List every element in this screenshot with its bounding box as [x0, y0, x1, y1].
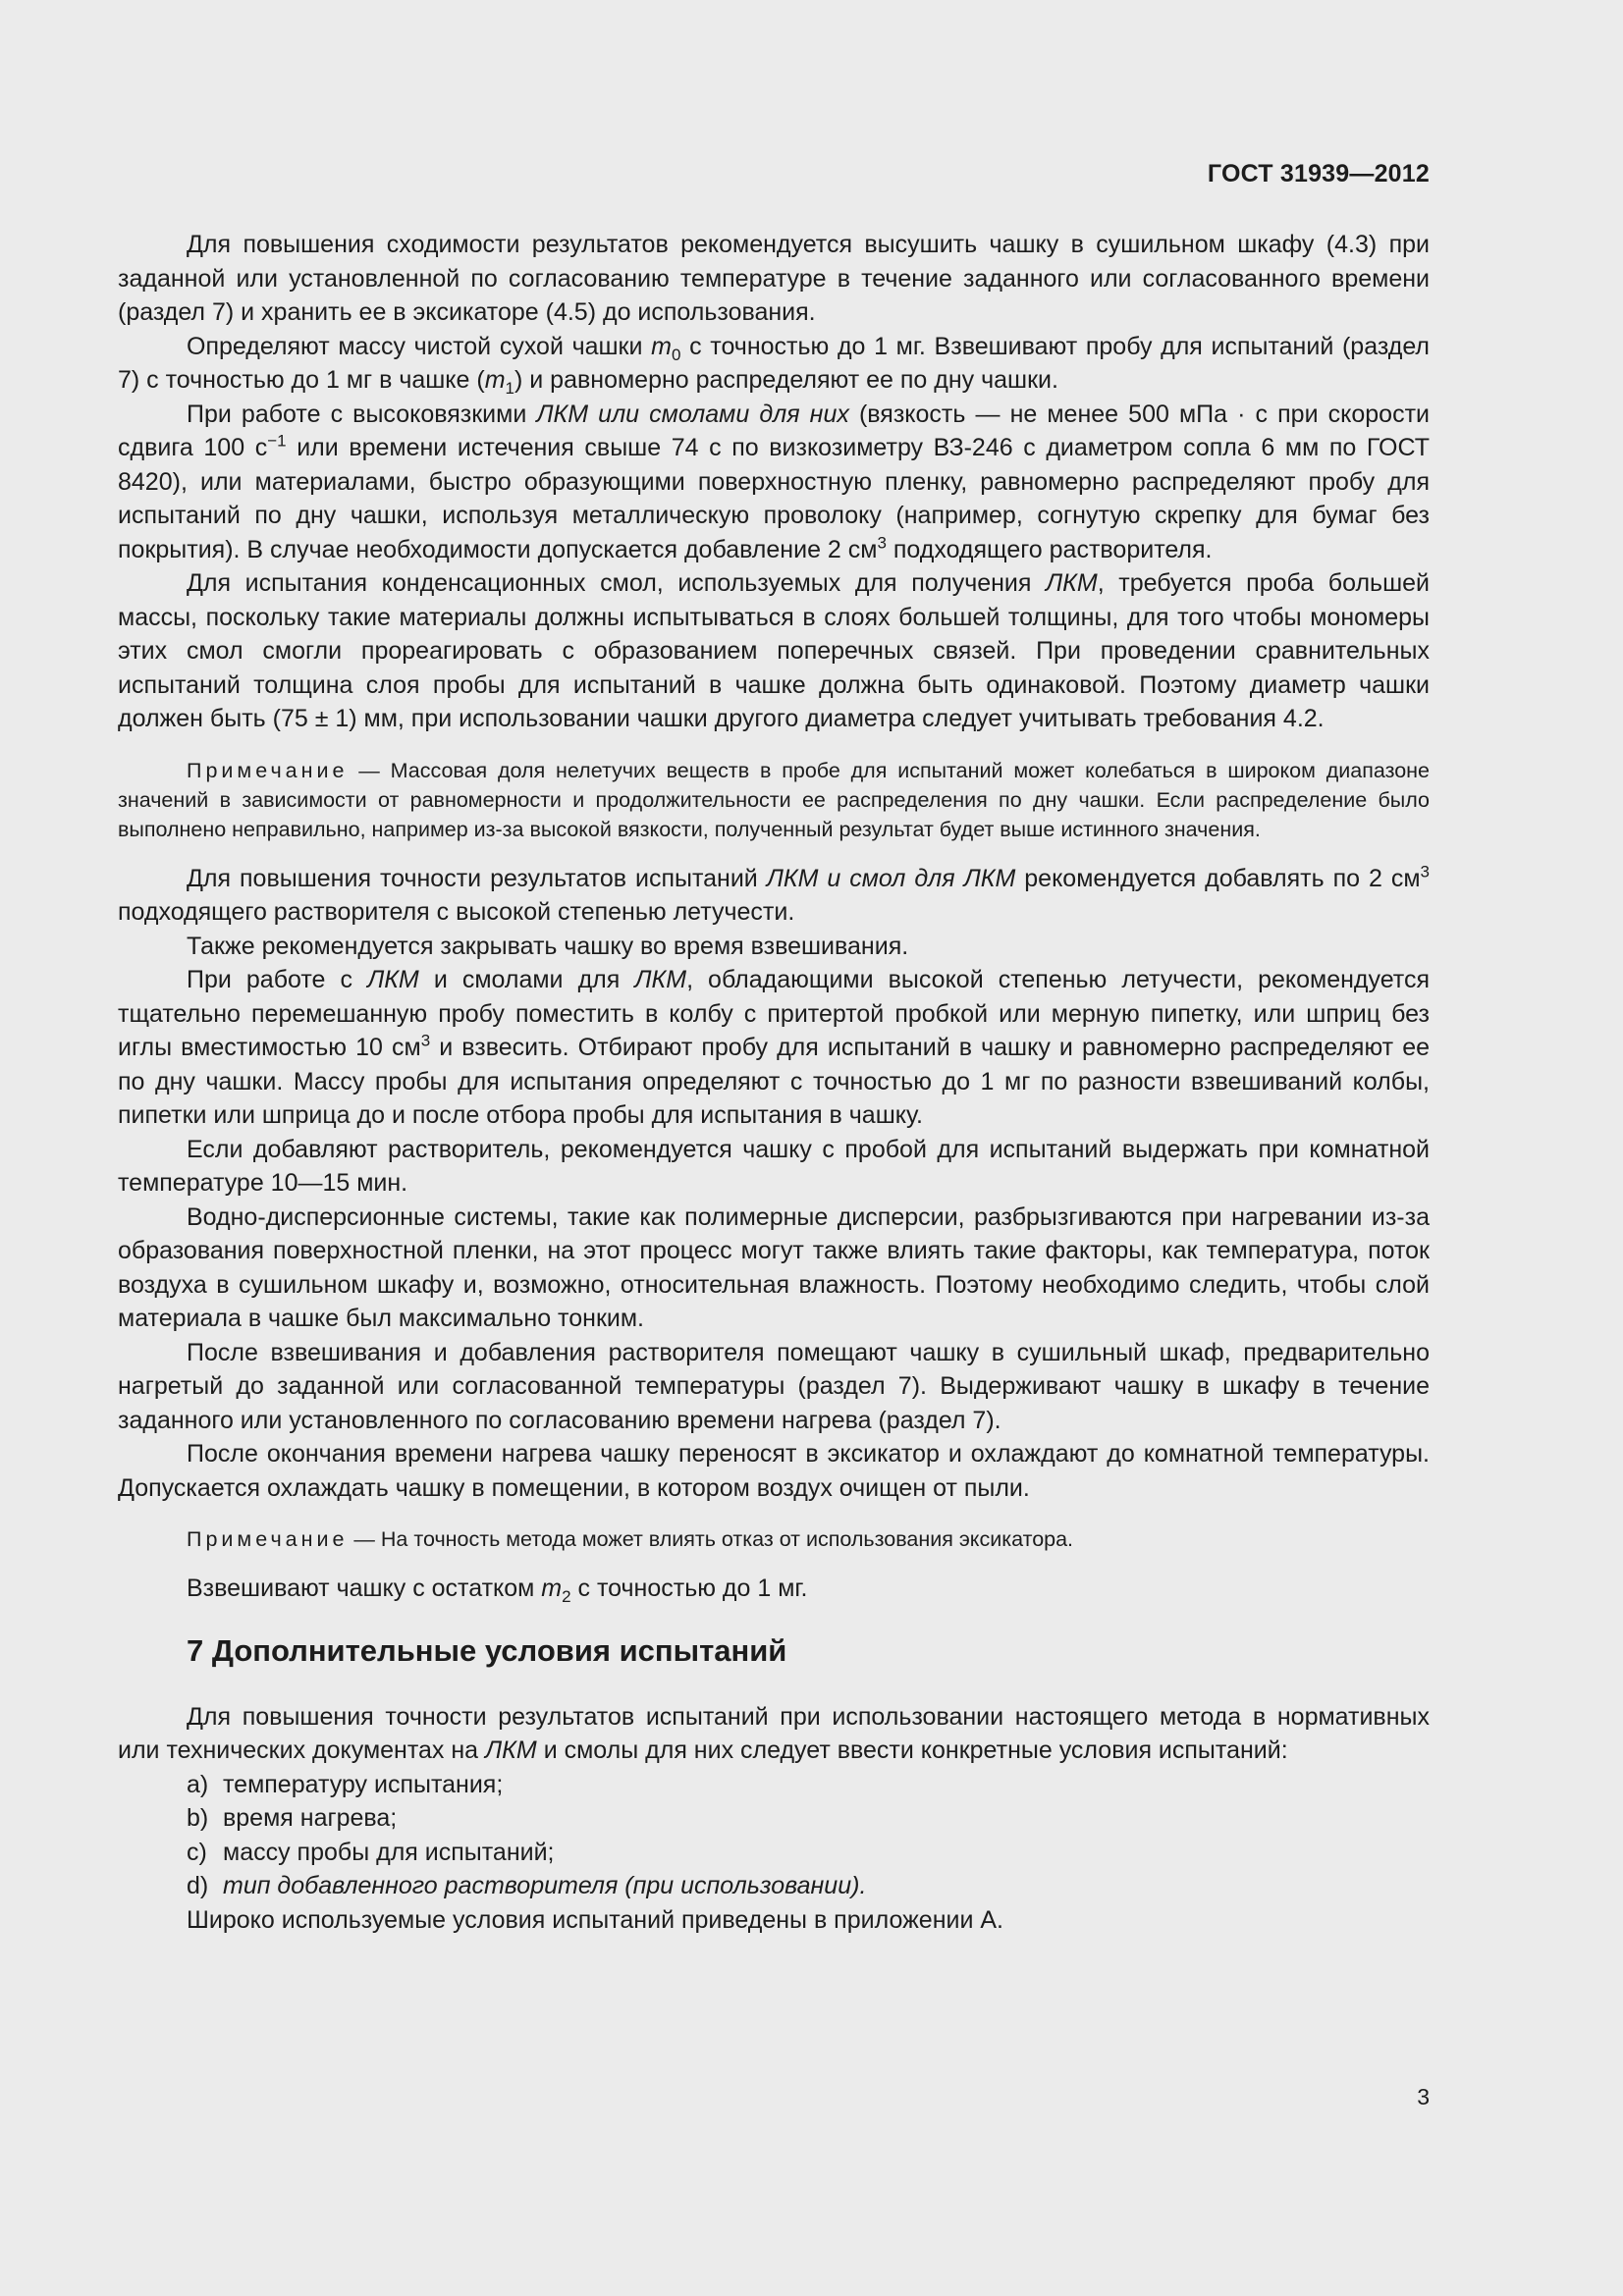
note-label: Примечание	[187, 758, 349, 782]
paragraph: Также рекомендуется закрывать чашку во время взвешивания.	[187, 932, 909, 960]
page-content	[118, 228, 1430, 1937]
paragraph: Определяют массу чистой сухой чашки $m_0$ с точностью до 1 мг. Взвешивают пробу для испытаний (раздел 7) с точностью до 1 мг в чашке $(m_1)$ и равномерно распределяют ее по дну чашки.	[118, 332, 1430, 398]
paragraph: Для испытания конденсационных смол, используемых для получения ЛКМ, требуется проба большей массы, поскольку такие материалы должны испытываться в слоях большей толщины, для того чтобы мономеры этих смол смогли прореагировать с образованием поперечных связей. При проведении сравнительных испытаний толщина слоя пробы для испытаний в чашке должна быть одинаковой. Поэтому диаметр чашки должен быть (75 ± 1) мм, при использовании чашки другого диаметра следует учитывать требования 4.2.	[118, 569, 1430, 732]
paragraph: Широко используемые условия испытаний приведены в приложении А.	[187, 1905, 1004, 1934]
note: Примечание — На точность метода может влиять отказ от использования эксикатора.	[187, 1527, 1074, 1551]
list-item: d) тип добавленного растворителя (при использовании).	[187, 1872, 867, 1899]
paragraph: Для повышения точности результатов испытаний ЛКМ и смол для ЛКМ рекомендуется добавлять по 2 $см^3$ подходящего растворителя с высокой степенью летучести.	[118, 862, 1431, 926]
note-label: Примечание	[187, 1527, 349, 1551]
list-item: a) температуру испытания;	[187, 1770, 504, 1798]
paragraph: Взвешивают чашку с остатком $m_2$ с точностью до 1 мг.	[187, 1575, 808, 1606]
paragraph: Водно-дисперсионные системы, такие как полимерные дисперсии, разбрызгиваются при нагревании из-за образования поверхностной пленки, на этот процесс могут также влиять такие факторы, как температура, поток воздуха в сушильном шкафу и, возможно, относительная влажность. Поэтому необходимо следить, чтобы слой материала в чашке был максимально тонким.	[118, 1202, 1430, 1332]
note: Примечание — Массовая доля нелетучих веществ в пробе для испытаний может колебаться в широком диапазоне значений в зависимости от равномерности и продолжительности ее распределения по дну чашки. Если распределение было выполнено неправильно, например из-за высокой вязкости, полученный результат будет выше истинного значения.	[118, 758, 1430, 841]
paragraph: При работе с высоковязкими ЛКМ или смолами для них (вязкость — не менее 500 мПа · с при скорости сдвига 100 $с^{-1}$ или времени истечения свыше 74 с по визкозиметру ВЗ-246 с диаметром сопла 6 мм по ГОСТ 8420), или материалами, быстро образующими поверхностную пленку, равномерно распределяют пробу для испытаний по дну чашки, используя металлическую проволоку (например, согнутую скрепку для бумаг без покрытия). В случае необходимости допускается добавление 2 $см^3$ подходящего растворителя.	[118, 400, 1430, 563]
section-heading: 7 Дополнительные условия испытаний	[187, 1632, 787, 1668]
standard-designation: ГОСТ 31939—2012	[1207, 160, 1430, 187]
paragraph: Для повышения точности результатов испытаний при использовании настоящего метода в нормативных или технических документах на ЛКМ и смолы для них следует ввести конкретные условия испытаний:	[118, 1702, 1430, 1764]
paragraph: При работе с ЛКМ и смолами для ЛКМ, обладающими высокой степенью летучести, рекомендуется тщательно перемешанную пробу поместить в колбу с притертой пробкой или мерную пипетку, или шприц без иглы вместимостью 10 $см^3$ и взвесить. Отбирают пробу для испытаний в чашку и равномерно распределяют ее по дну чашки. Массу пробы для испытания определяют с точностью до 1 мг по разности взвешиваний колбы, пипетки или шприца до и после отбора пробы для испытания в чашку.	[118, 966, 1431, 1129]
list-item: c) массу пробы для испытаний;	[187, 1838, 555, 1866]
list-item: b) время нагрева;	[187, 1804, 398, 1832]
paragraph: После окончания времени нагрева чашку переносят в эксикатор и охлаждают до комнатной температуры. Допускается охлаждать чашку в помещении, в котором воздух очищен от пыли.	[118, 1440, 1430, 1502]
paragraph: Если добавляют растворитель, рекомендуется чашку с пробой для испытаний выдержать при комнатной температуре 10—15 мин.	[118, 1135, 1430, 1197]
paragraph: Для повышения сходимости результатов рекомендуется высушить чашку в сушильном шкафу (4.3) при заданной или установленной по согласованию температуре в течение заданного или согласованного времени (раздел 7) и хранить ее в эксикаторе (4.5) до использования.	[118, 231, 1430, 326]
page-number: 3	[1417, 2084, 1430, 2109]
paragraph: После взвешивания и добавления растворителя помещают чашку в сушильный шкаф, предварительно нагретый до заданной или согласованной температуры (раздел 7). Выдерживают чашку в шкафу в течение заданного или установленного по согласованию времени нагрева (раздел 7).	[118, 1338, 1430, 1434]
conditions-list	[118, 1768, 1430, 1903]
